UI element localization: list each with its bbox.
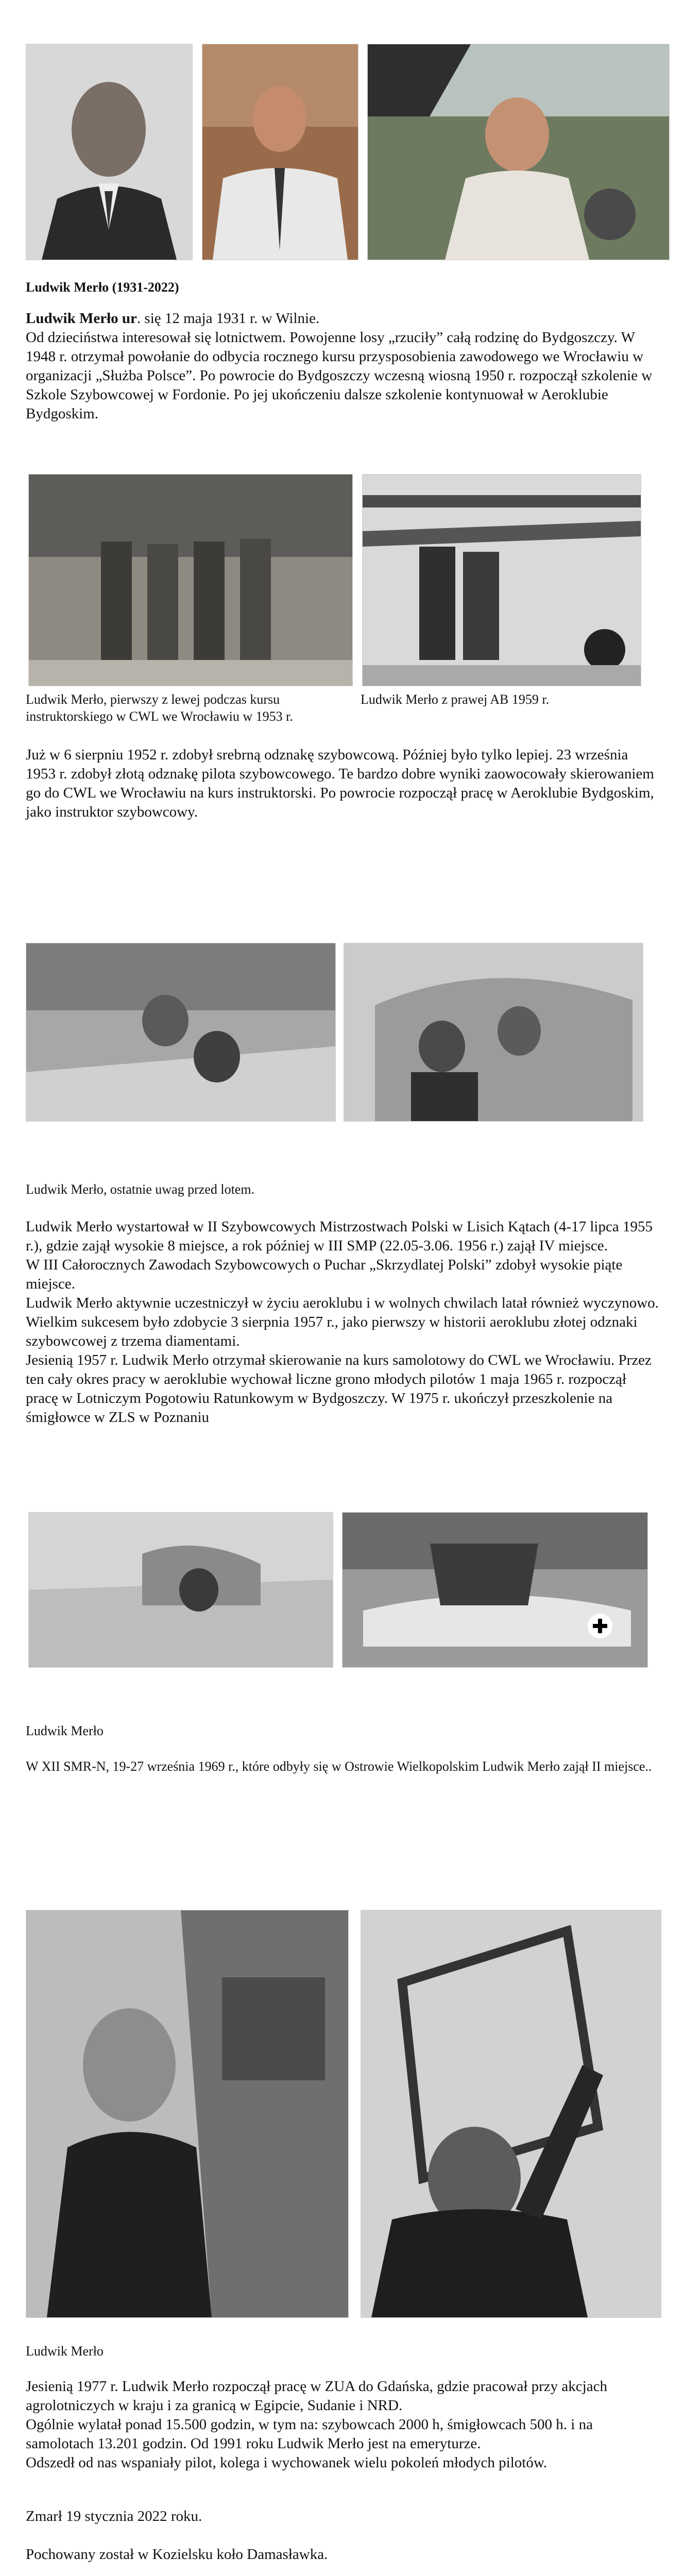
- championships-line-3: Ludwik Merło aktywnie uczestniczył w życiu aeroklubu i w wolnych chwilach latał również wyczynowo. Wielkim sukcesem było zdobycie 3 sierpnia 1957 r., jako pierwszy w historii aeroklubu złotej odznaki szybowcowej z trzema diamentami.: [26, 1295, 659, 1349]
- championships-line-2: W III Całorocznych Zawodach Szybowcowych o Puchar „Skrzydlatej Polski” zdobył wysokie piąte miejsce.: [26, 1257, 623, 1292]
- zua-line-2: Ogólnie wylatał ponad 15.500 godzin, w tym na: szybowcach 2000 h, śmigłowcach 500 h. i na samolotach 13.201 godzin. Od 1991 roku Ludwik Merło jest na emeryturze.: [26, 2416, 593, 2452]
- championships-line-4: Jesienią 1957 r. Ludwik Merło otrzymał skierowanie na kurs samolotowy do CWL we Wrocławiu. Przez ten cały okres pracy w aeroklubie wychował liczne grono młodych pilotów 1 maja 1965 r. rozpoczął pracę w Lotniczym Pogotowiu Ratunkowym w Bydgoszczy. W 1975 r. ukończył przeszkolenie na śmigłowce w ZLS w Poznaniu: [26, 1352, 652, 1426]
- before-flight-photo-2: [344, 943, 643, 1122]
- intro-paragraph: [26, 309, 659, 423]
- zua-line-3: Odszedł od nas wspaniały pilot, kolega i wychowanek wielu pokoleń młodych pilotów.: [26, 2454, 548, 2471]
- intro-lead: Ludwik Merło ur: [26, 310, 137, 327]
- cockpit-pair-caption: Ludwik Merło: [26, 1723, 104, 1738]
- badges-paragraph: [26, 745, 659, 822]
- group-photo-caption: Ludwik Merło, pierwszy z lewej podczas kursu instruktorskiego w CWL we Wrocławiu w 1953 r.: [26, 692, 293, 724]
- buried-text: Pochowany został w Kozielsku koło Damasławka.: [26, 2546, 328, 2563]
- zua-line-1: Jesienią 1977 r. Ludwik Merło rozpoczął pracę w ZUA do Gdańska, gdzie pracował przy akcjach agrolotniczych w kraju i za granicą w Egipcie, Sudanie i NRD.: [26, 2378, 607, 2414]
- page-title: Ludwik Merło (1931-2022): [26, 280, 179, 295]
- group-photo: [28, 474, 353, 686]
- cockpit-photo-2: [342, 1512, 648, 1668]
- badges-text: Już w 6 sierpniu 1952 r. zdobył srebrną odznakę szybowcową. Później było tylko lepiej. 23 września 1953 r. zdobył złotą odznakę pilota szybowcowego. Te bardzo dobre wyniki zaowocowały skierowaniem go do CWL we Wrocławiu na kurs instruktorski. Po powrocie rozpoczął pracę w Aeroklubie Bydgoskim, jako instruktor szybowcowy.: [26, 747, 654, 820]
- cockpit-photo-1: [28, 1512, 333, 1668]
- helmet-pilot-photo: [26, 1910, 349, 2318]
- before-flight-caption: Ludwik Merło, ostatnie uwag przed lotem.: [26, 1182, 255, 1197]
- championships-paragraph: [26, 1217, 659, 1427]
- championships-line-1: Ludwik Merło wystartował w II Szybowcowych Mistrzostwach Polski w Lisich Kątach (4-17 lipca 1955 r.), gdzie zajął wysokie 8 miejsce, a rok później w III SMP (22.05-3.06. 1956 r.) zajął IV miejsce.: [26, 1218, 653, 1254]
- smr-paragraph: W XII SMR-N, 19-27 września 1969 r., które odbyły się w Ostrowie Wielkopolskim Ludwik Merło zajął II miejsce..: [26, 1759, 652, 1774]
- uniform-photo: [202, 44, 358, 260]
- died-text: Zmarł 19 stycznia 2022 roku.: [26, 2508, 202, 2524]
- before-flight-photo-1: [26, 943, 336, 1122]
- portrait-photo: [26, 44, 193, 260]
- cockpit-color-photo: [367, 44, 670, 260]
- ab-photo-caption: Ludwik Merło z prawej AB 1959 r.: [361, 692, 550, 707]
- intro-body: Od dzieciństwa interesował się lotnictwem. Powojenne losy „rzuciły” całą rodzinę do Bydgoszczy. W 1948 r. otrzymał powołanie do odbycia rocznego kursu przysposobienia zawodowego we Wrocławiu w organizacji „Służba Polsce”. Po powrocie do Bydgoszczy wczesną wiosną 1950 r. rozpoczął szkolenie w Szkole Szybowcowej w Fordonie. Po jej ukończeniu dalsze szkolenie kontynuował w Aeroklubie Bydgoskim.: [26, 329, 653, 422]
- bw-pair-caption: Ludwik Merło: [26, 2344, 104, 2359]
- canopy-pilot-photo: [361, 1910, 661, 2318]
- zua-paragraph: [26, 2377, 659, 2472]
- intro-lead-rest: . się 12 maja 1931 r. w Wilnie.: [136, 310, 320, 327]
- ab-plane-photo: [362, 474, 641, 686]
